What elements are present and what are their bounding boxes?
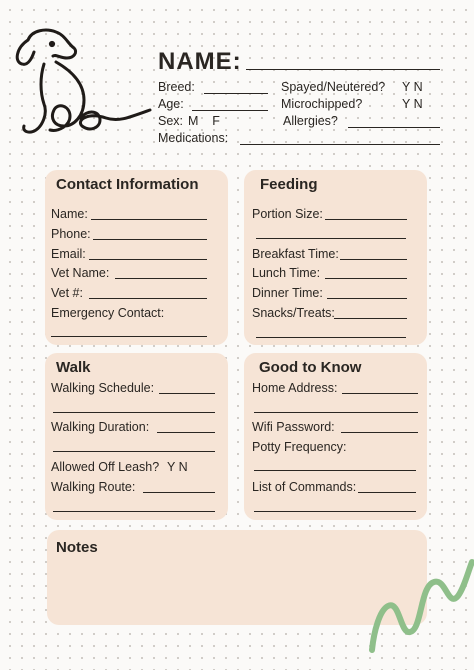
spayed-label: Spayed/Neutered?	[281, 80, 386, 94]
snacks-line[interactable]	[334, 318, 407, 319]
medications-line[interactable]	[240, 144, 440, 145]
contact-phone-label: Phone:	[51, 227, 91, 241]
portion-label: Portion Size:	[252, 207, 323, 221]
lunch-label: Lunch Time:	[252, 266, 321, 280]
off-leash-label: Allowed Off Leash?	[51, 460, 160, 474]
commands-line-2[interactable]	[254, 511, 416, 512]
dinner-label: Dinner Time:	[252, 286, 323, 300]
walking-duration-line-2[interactable]	[53, 451, 215, 452]
emergency-label: Emergency Contact:	[51, 306, 165, 320]
spayed-options[interactable]: Y N	[402, 80, 423, 94]
commands-line[interactable]	[358, 492, 416, 493]
portion-line-2[interactable]	[256, 238, 406, 239]
contact-name-line[interactable]	[91, 219, 207, 220]
contact-name-label: Name:	[51, 207, 88, 221]
potty-label: Potty Frequency:	[252, 440, 347, 454]
name-line[interactable]	[246, 69, 440, 70]
squiggle-decoration	[366, 556, 474, 654]
walking-duration-label: Walking Duration:	[51, 420, 150, 434]
age-line[interactable]	[192, 110, 268, 111]
home-address-line[interactable]	[342, 393, 418, 394]
portion-line[interactable]	[325, 219, 407, 220]
allergies-label: Allergies?	[283, 114, 338, 128]
breed-label: Breed:	[158, 80, 195, 94]
breakfast-line[interactable]	[340, 259, 407, 260]
walking-schedule-line-2[interactable]	[53, 412, 215, 413]
walking-route-label: Walking Route:	[51, 480, 136, 494]
good-to-know-title: Good to Know	[259, 359, 362, 376]
snacks-line-2[interactable]	[256, 337, 406, 338]
home-address-line-2[interactable]	[254, 412, 418, 413]
name-label: NAME:	[158, 48, 242, 75]
age-label: Age:	[158, 97, 184, 111]
potty-line[interactable]	[254, 470, 416, 471]
medications-label: Medications:	[158, 131, 229, 145]
vet-number-label: Vet #:	[51, 286, 83, 300]
walking-route-line-2[interactable]	[53, 511, 215, 512]
contact-email-label: Email:	[51, 247, 86, 261]
walking-schedule-line[interactable]	[159, 393, 215, 394]
wifi-label: Wifi Password:	[252, 420, 335, 434]
walking-duration-line[interactable]	[157, 432, 215, 433]
vet-name-line[interactable]	[115, 278, 207, 279]
contact-title: Contact Information	[56, 176, 199, 193]
contact-phone-line[interactable]	[93, 239, 207, 240]
home-address-label: Home Address:	[252, 381, 338, 395]
walking-route-line[interactable]	[143, 492, 215, 493]
snacks-label: Snacks/Treats:	[252, 306, 335, 320]
contact-email-line[interactable]	[89, 259, 207, 260]
walk-card	[45, 353, 228, 520]
vet-number-line[interactable]	[89, 298, 207, 299]
wifi-line[interactable]	[341, 432, 418, 433]
lunch-line[interactable]	[325, 278, 407, 279]
good-to-know-card	[244, 353, 427, 520]
feeding-title: Feeding	[260, 176, 318, 193]
commands-label: List of Commands:	[252, 480, 357, 494]
off-leash-options[interactable]: Y N	[167, 460, 188, 474]
breed-line[interactable]	[204, 93, 268, 94]
vet-name-label: Vet Name:	[51, 266, 110, 280]
notes-title: Notes	[56, 539, 98, 556]
microchipped-label: Microchipped?	[281, 97, 363, 111]
walk-title: Walk	[56, 359, 91, 376]
sex-options[interactable]: M F	[188, 114, 220, 128]
allergies-line[interactable]	[348, 127, 440, 128]
walking-schedule-label: Walking Schedule:	[51, 381, 155, 395]
breakfast-label: Breakfast Time:	[252, 247, 339, 261]
emergency-line[interactable]	[51, 336, 207, 337]
sex-label: Sex:	[158, 114, 184, 128]
dog-line-art-icon	[10, 22, 155, 144]
dinner-line[interactable]	[327, 298, 407, 299]
microchipped-options[interactable]: Y N	[402, 97, 423, 111]
